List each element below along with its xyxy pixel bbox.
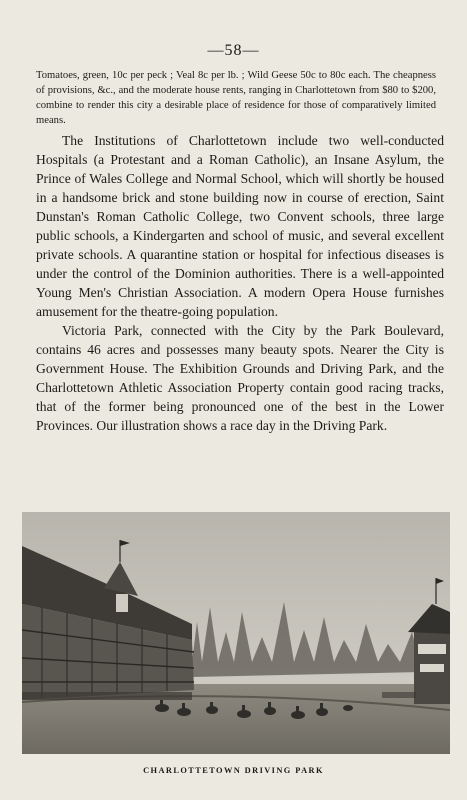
photograph-illustration bbox=[22, 512, 450, 754]
driving-park-photograph bbox=[22, 512, 450, 754]
park-paragraph: Victoria Park, connected with the City by the Park Boulevard, contains 46 acres and possesses many beauty spots. Nearer the City is Government House. The Exhibition Grounds and Driving Park, and the Charlottetown Athletic Association Property contain good racing tracks, that of the former being pronounced one of the best in the Lower Provinces. Our illustration shows a race day in the Driving Park. bbox=[36, 323, 444, 433]
main-text bbox=[36, 131, 444, 435]
page-number: —58— bbox=[207, 42, 260, 59]
photo-caption: CHARLOTTETOWN DRIVING PARK bbox=[143, 766, 324, 775]
prices-paragraph: Tomatoes, green, 10c per peck ; Veal 8c per lb. ; Wild Geese 50c to 80c each. The cheapness of provisions, &c., and the moderate house rents, ranging in Charlottetown from $80 to $200, combine to render this city a desirable place of residence for those of comparatively limited means. bbox=[36, 70, 436, 126]
institutions-paragraph: The Institutions of Charlottetown include two well-conducted Hospitals (a Protestant and a Roman Catholic), an Insane Asylum, the Prince of Wales College and Normal School, which will shortly be housed in a handsome brick and stone building now in course of erection, Saint Dunstan's Roman Catholic College, two Convent schools, three large public schools, a Kindergarten and school of music, and several excellent private schools. A quarantine station or hospital for infectious diseases is under the control of the Dominion authorities. There is a well-appointed Young Men's Christian Association. A modern Opera House furnishes amusement for the theatre-going population. bbox=[36, 133, 444, 319]
crowd bbox=[22, 692, 192, 700]
